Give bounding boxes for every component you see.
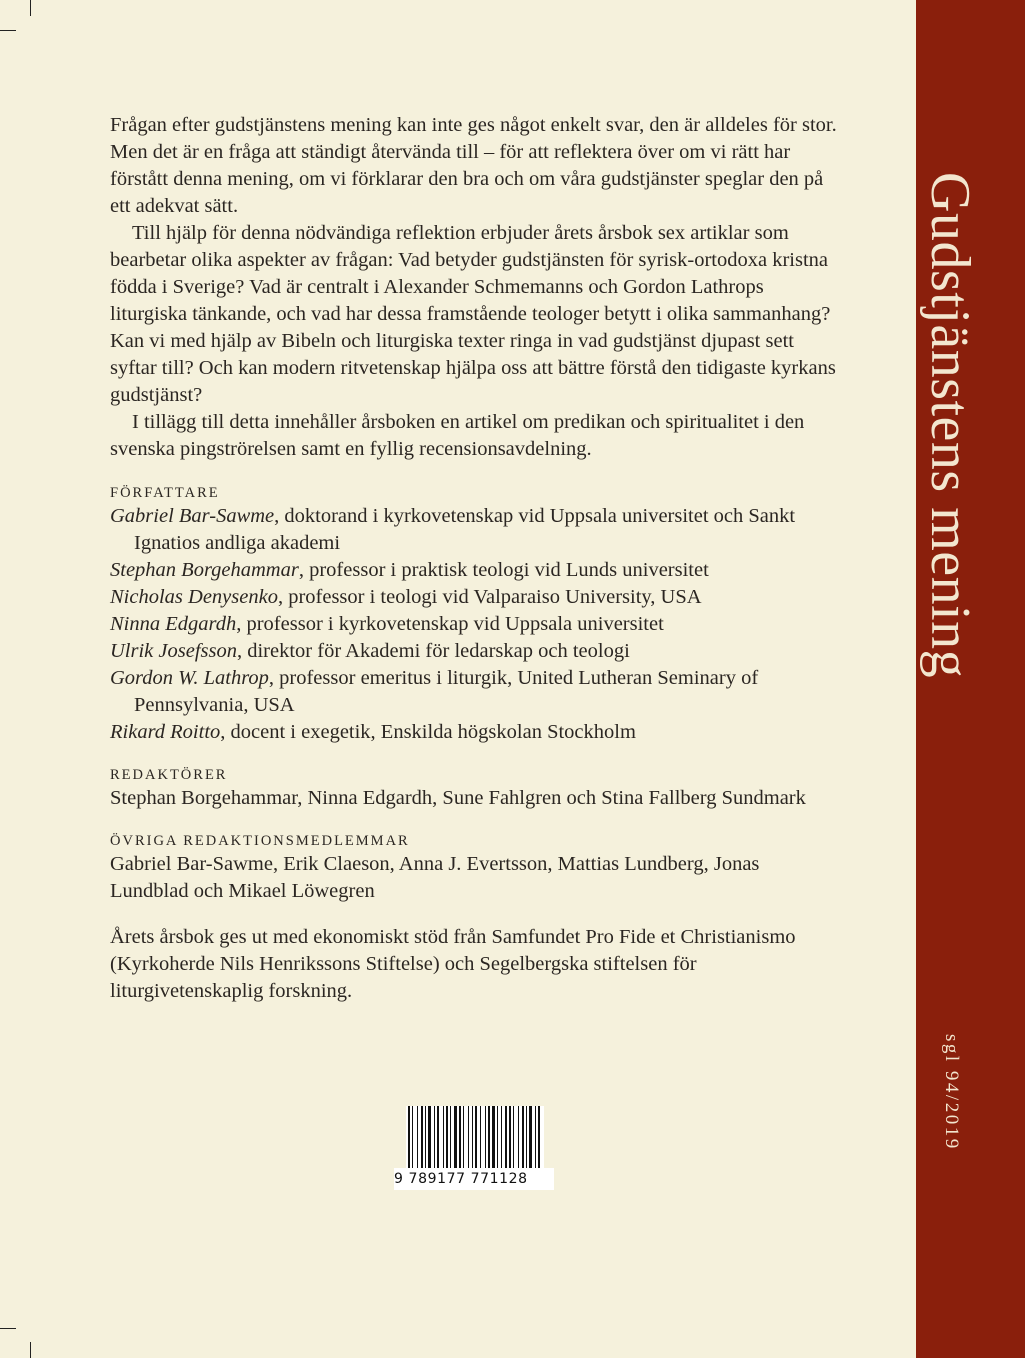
authors-heading: FÖRFATTARE	[110, 485, 220, 501]
barcode-bar	[425, 1106, 426, 1168]
author-entry	[110, 503, 840, 557]
barcode-bar	[412, 1106, 413, 1168]
author-entry	[110, 611, 840, 638]
barcode-bars	[406, 1106, 544, 1168]
barcode-bar	[421, 1106, 423, 1168]
barcode-bar	[454, 1106, 457, 1168]
author-desc: , professor i teologi vid Valparaiso University, USA	[277, 586, 702, 608]
barcode-bar	[434, 1106, 435, 1168]
author-desc: , docent i exegetik, Enskilda högskolan Stockholm	[220, 721, 636, 743]
crop-mark-bottom	[30, 1342, 31, 1358]
crop-mark-top-left	[0, 30, 16, 31]
barcode	[394, 1106, 554, 1191]
author-entry	[110, 719, 840, 746]
author-name: Stephan Borgehammar	[110, 559, 299, 581]
author-name: Nicholas Denysenko	[110, 586, 278, 608]
intro-paragraph-1: Frågan efter gudstjänstens mening kan inte ges något enkelt svar, den är alldeles för stor. Men det är en fråga att ständigt återvända till – för att reflektera över om vi rätt har förstått denna mening, om vi förklarar den bra och om våra gudstjänster speglar den på ett adekvat sätt.	[110, 114, 837, 217]
author-entry	[110, 638, 840, 665]
authors-list	[110, 503, 840, 746]
barcode-bar	[437, 1106, 439, 1168]
crop-mark-bottom-left	[0, 1328, 16, 1329]
barcode-bar	[535, 1106, 536, 1168]
spine-title: Gudstjänstens mening	[919, 172, 981, 679]
barcode-bar	[459, 1106, 461, 1168]
spine-code: sgl 94/2019	[941, 1034, 962, 1151]
barcode-bar	[492, 1106, 495, 1168]
barcode-digits: 9 789177 771128	[394, 1168, 554, 1190]
other-members-text: Gabriel Bar-Sawme, Erik Claeson, Anna J. Evertsson, Mattias Lundberg, Jonas Lundblad och Mikael Löwegren	[110, 853, 760, 902]
author-desc: , doktorand i kyrkovetenskap vid Uppsala universitet och Sankt Ignatios andliga akademi	[134, 505, 796, 554]
barcode-bar	[443, 1106, 444, 1168]
intro-paragraph-2: Till hjälp för denna nödvändiga reflektion erbjuder årets årsbok sex artiklar som bearbetar olika aspekter av frågan: Vad betyder gudstjänsten för syrisk-ortodoxa kristna födda i Sverige? Vad är centralt i Alexander Schmemanns och Gordon Lathrops liturgiska tänkande, och vad har dessa framstående teologer betytt i olika sammanhang? Kan vi med hjälp av Bibeln och liturgiska texter ringa in vad gudstjänst djupast sett syftar till? Och kan modern ritvetenskap hjälpa oss att bättre förstå den tidigaste kyrkans gudstjänst?	[110, 222, 836, 406]
editors-text: Stephan Borgehammar, Ninna Edgardh, Sune Fahlgren och Stina Fallberg Sundmark	[110, 787, 806, 809]
author-desc: , professor i praktisk teologi vid Lunds universitet	[298, 559, 709, 581]
author-name: Rikard Roitto	[110, 721, 221, 743]
author-name: Ninna Edgardh	[110, 613, 237, 635]
intro-paragraph-3: I tillägg till detta innehåller årsboken en artikel om predikan och spiritualitet i den svenska pingströrelsen samt en fyllig recensionsavdelning.	[110, 411, 805, 460]
barcode-bar	[513, 1106, 514, 1168]
barcode-bar	[417, 1106, 418, 1168]
barcode-bar	[497, 1106, 498, 1168]
barcode-bar	[472, 1106, 473, 1168]
author-entry	[110, 665, 840, 719]
author-name: Gabriel Bar-Sawme	[110, 505, 275, 527]
editors-heading: REDAKTÖRER	[110, 767, 228, 783]
barcode-bar	[509, 1106, 511, 1168]
barcode-bar	[446, 1106, 448, 1168]
barcode-bar	[488, 1106, 490, 1168]
author-entry	[110, 584, 840, 611]
barcode-bar	[463, 1106, 464, 1168]
author-entry	[110, 557, 840, 584]
barcode-bar	[538, 1106, 540, 1168]
barcode-bar	[501, 1106, 502, 1168]
barcode-bar	[468, 1106, 469, 1168]
barcode-bar	[408, 1106, 410, 1168]
barcode-bar	[529, 1106, 532, 1168]
funding-text: Årets årsbok ges ut med ekonomiskt stöd från Samfundet Pro Fide et Christianismo (Kyrkoherde Nils Henrikssons Stiftelse) och Segelbergska stiftelsen för liturgivetenskaplig forskning.	[110, 926, 796, 1002]
spine	[916, 0, 1025, 1358]
barcode-bar	[475, 1106, 477, 1168]
author-desc: , professor emeritus i liturgik, United Lutheran Seminary of Pennsylvania, USA	[134, 667, 759, 716]
author-name: Gordon W. Lathrop	[110, 667, 269, 689]
barcode-bar	[518, 1106, 519, 1168]
barcode-bar	[480, 1106, 481, 1168]
barcode-bar	[485, 1106, 486, 1168]
author-name: Ulrik Josefsson	[110, 640, 237, 662]
other-members-heading: ÖVRIGA REDAKTIONSMEDLEMMAR	[110, 833, 410, 849]
author-desc: , direktor för Akademi för ledarskap och teologi	[236, 640, 630, 662]
barcode-bar	[505, 1106, 507, 1168]
author-desc: , professor i kyrkovetenskap vid Uppsala universitet	[236, 613, 664, 635]
barcode-bar	[526, 1106, 527, 1168]
barcode-bar	[428, 1106, 431, 1168]
barcode-bar	[450, 1106, 451, 1168]
crop-mark-top	[30, 0, 31, 16]
cover-text	[110, 112, 840, 1005]
barcode-bar	[522, 1106, 524, 1168]
